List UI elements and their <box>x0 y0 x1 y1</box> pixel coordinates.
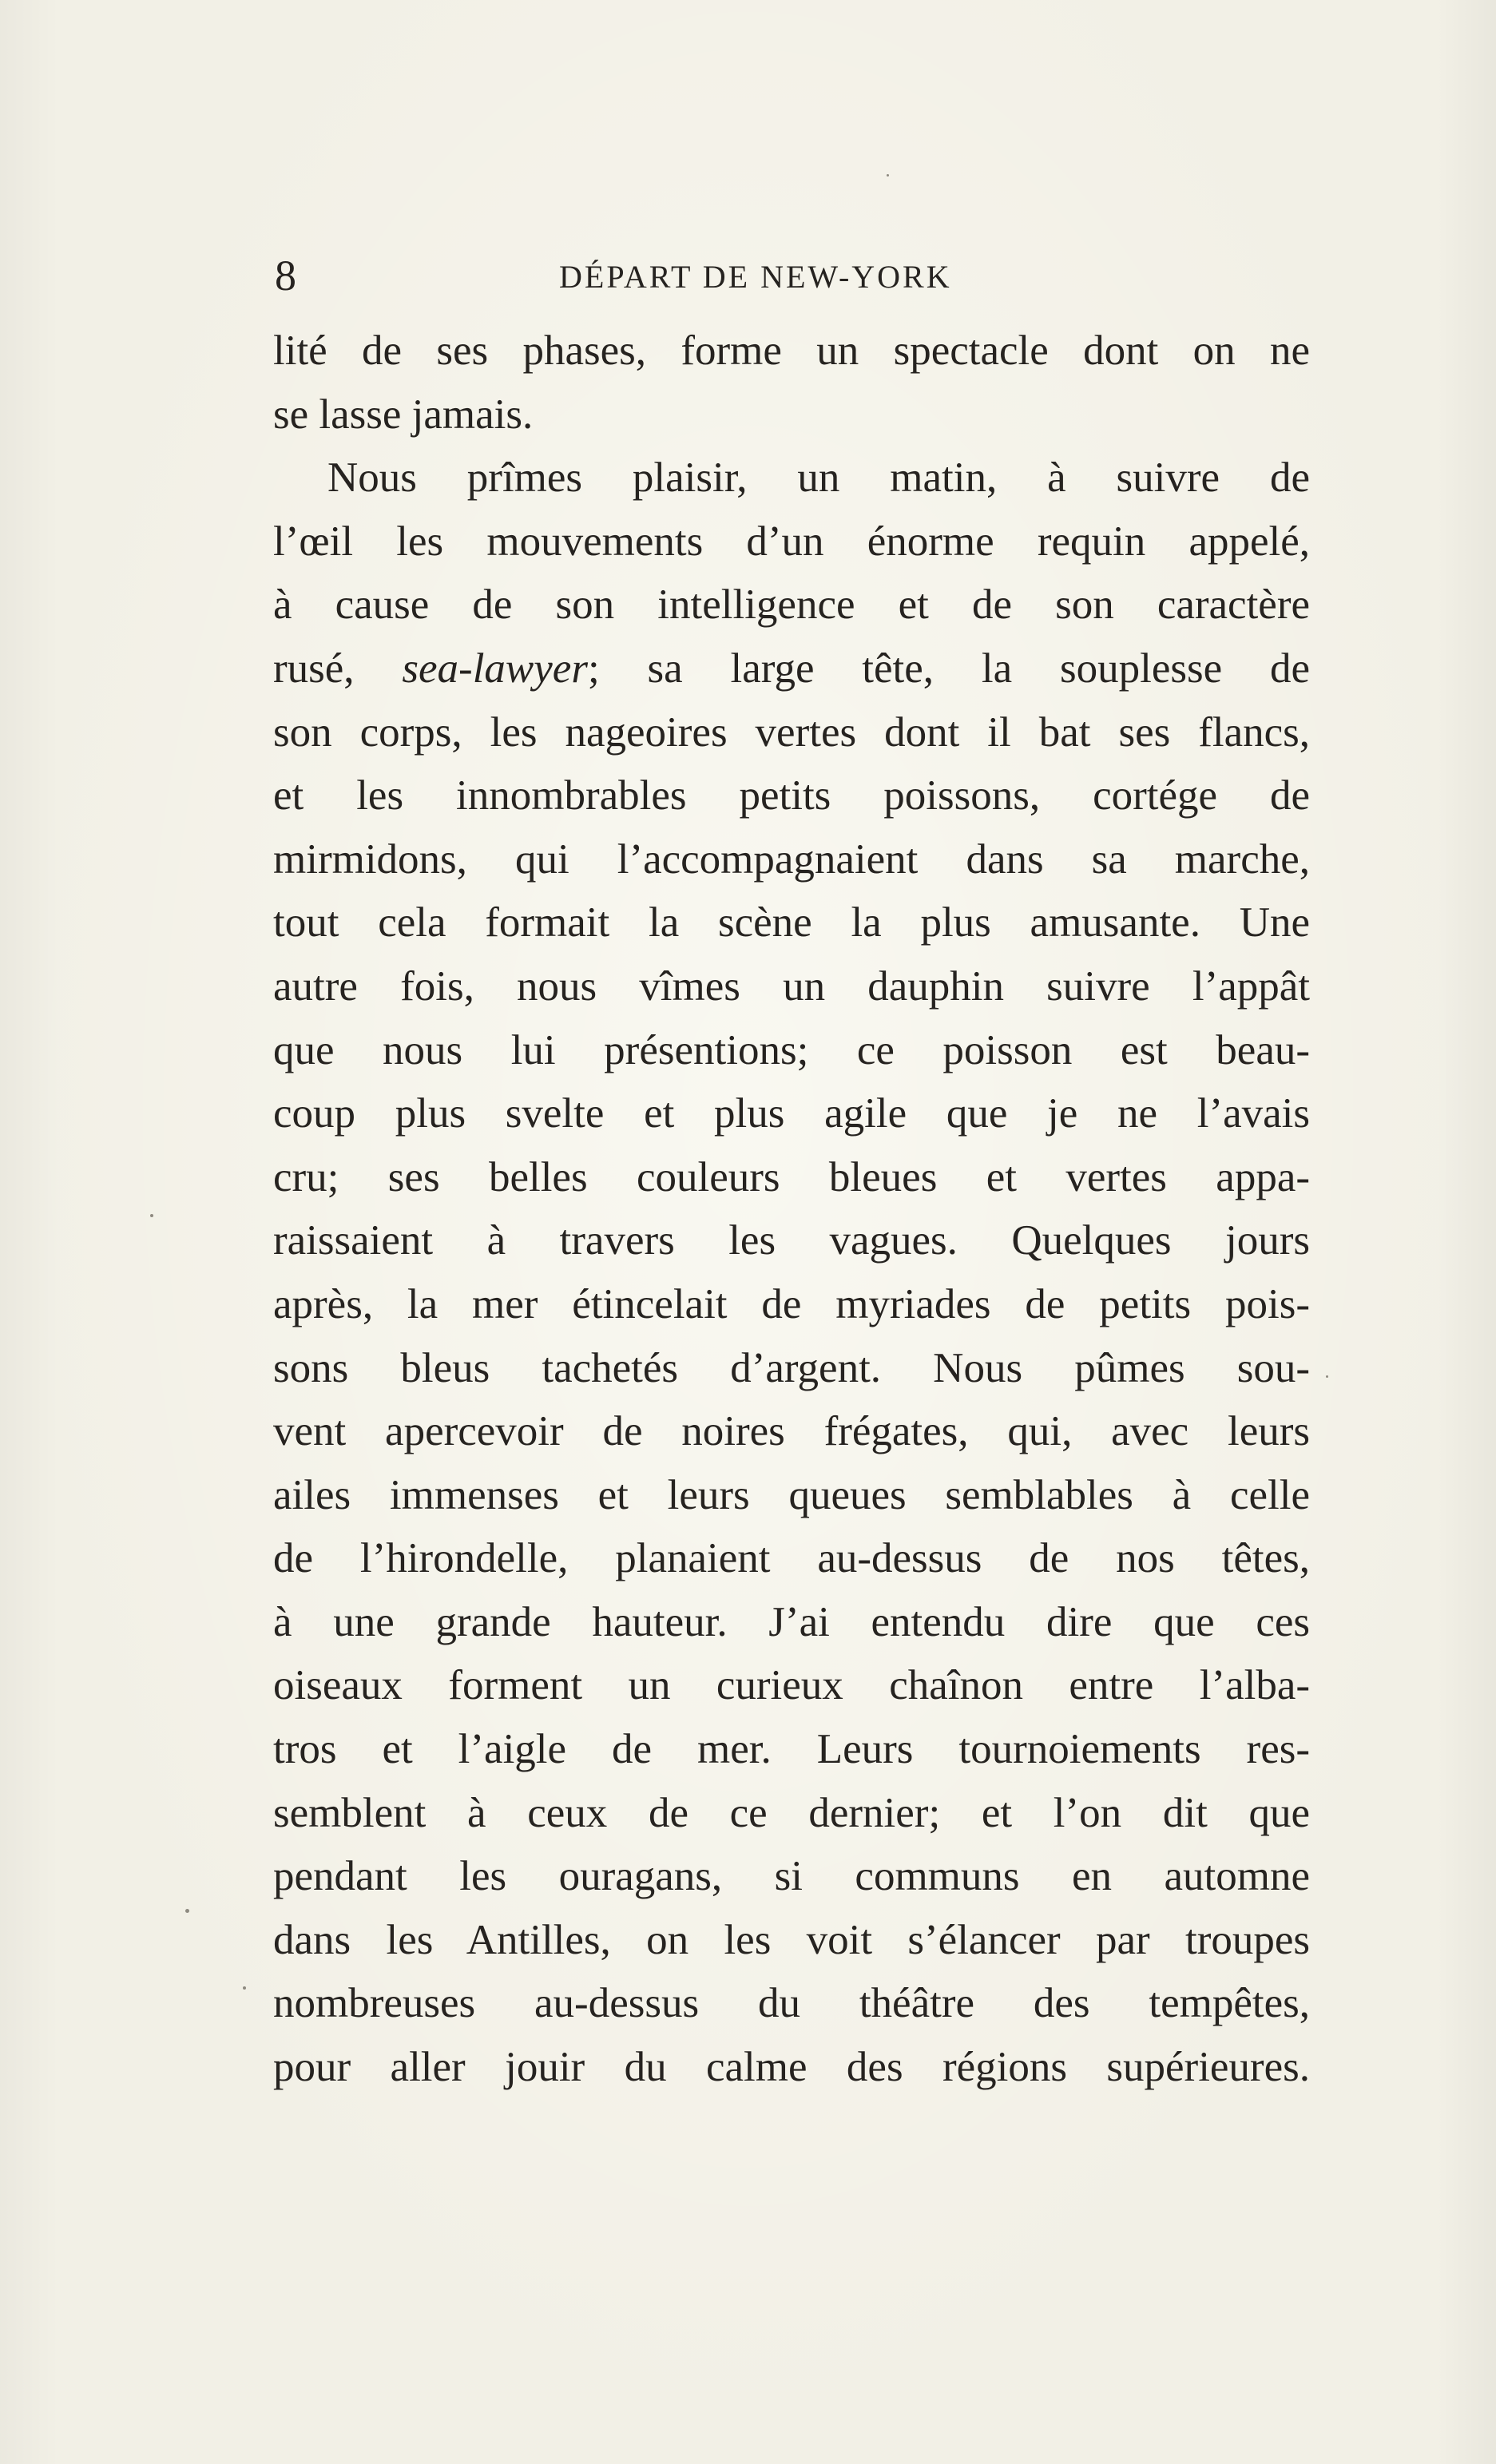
page-number: 8 <box>275 252 296 300</box>
text-line: à cause de son intelligence et de son caractère <box>273 581 1310 629</box>
text-line: raissaient à travers les vagues. Quelques jours <box>273 1217 1310 1264</box>
text-segment: rusé, <box>273 645 403 692</box>
text-line: oiseaux forment un curieux chaînon entre l’alba- <box>273 1662 1310 1709</box>
text-line: après, la mer étincelait de myriades de petits pois- <box>273 1280 1310 1327</box>
text-line: l’œil les mouvements d’un énorme requin appelé, <box>273 518 1310 565</box>
text-line: de l’hirondelle, planaient au-dessus de nos têtes, <box>273 1535 1310 1582</box>
text-segment: ; sa large tête, la souplesse de <box>587 645 1310 692</box>
text-line: vent apercevoir de noires frégates, qui, avec leurs <box>273 1408 1310 1455</box>
paper-speck <box>243 1986 246 1990</box>
running-title: DÉPART DE NEW-YORK <box>559 259 952 295</box>
text-line: se lasse jamais. <box>273 391 534 438</box>
text-line: mirmidons, qui l’accompagnaient dans sa marche, <box>273 835 1310 883</box>
text-line: et les innombrables petits poissons, cortége de <box>273 772 1310 819</box>
text-line: ailes immenses et leurs queues semblables à celle <box>273 1471 1310 1518</box>
paper-speck <box>887 174 889 177</box>
text-line: dans les Antilles, on les voit s’élancer par troupes <box>273 1916 1310 1963</box>
text-line: sons bleus tachetés d’argent. Nous pûmes sou- <box>273 1344 1310 1391</box>
text-line: pendant les ouragans, si communs en automne <box>273 1853 1310 1900</box>
text-line: cru; ses belles couleurs bleues et vertes appa- <box>273 1153 1310 1200</box>
text-line: lité de ses phases, forme un spectacle dont on ne <box>273 327 1310 374</box>
text-line: autre fois, nous vîmes un dauphin suivre l’appât <box>273 962 1310 1010</box>
paper-speck <box>1326 1375 1328 1378</box>
italic-term: sea-lawyer <box>402 645 588 692</box>
text-line: pour aller jouir du calme des régions supérieures. <box>273 2044 1310 2091</box>
text-line-paragraph-start: Nous prîmes plaisir, un matin, à suivre de <box>327 454 1310 502</box>
text-line: que nous lui présentions; ce poisson est beau- <box>273 1026 1310 1073</box>
paper-speck <box>150 1214 153 1217</box>
running-head <box>272 252 1070 300</box>
body-text <box>273 319 1310 2100</box>
text-line: nombreuses au-dessus du théâtre des tempêtes, <box>273 1980 1310 2027</box>
text-line <box>273 637 1310 701</box>
text-line: tout cela formait la scène la plus amusante. Une <box>273 899 1310 946</box>
text-line: coup plus svelte et plus agile que je ne l’avais <box>273 1090 1310 1137</box>
text-line: son corps, les nageoires vertes dont il bat ses flancs, <box>273 708 1310 756</box>
text-line: tros et l’aigle de mer. Leurs tournoiements res- <box>273 1726 1310 1773</box>
paper-speck <box>185 1909 189 1913</box>
text-line: semblent à ceux de ce dernier; et l’on dit que <box>273 1789 1310 1836</box>
text-line: à une grande hauteur. J’ai entendu dire que ces <box>273 1598 1310 1645</box>
